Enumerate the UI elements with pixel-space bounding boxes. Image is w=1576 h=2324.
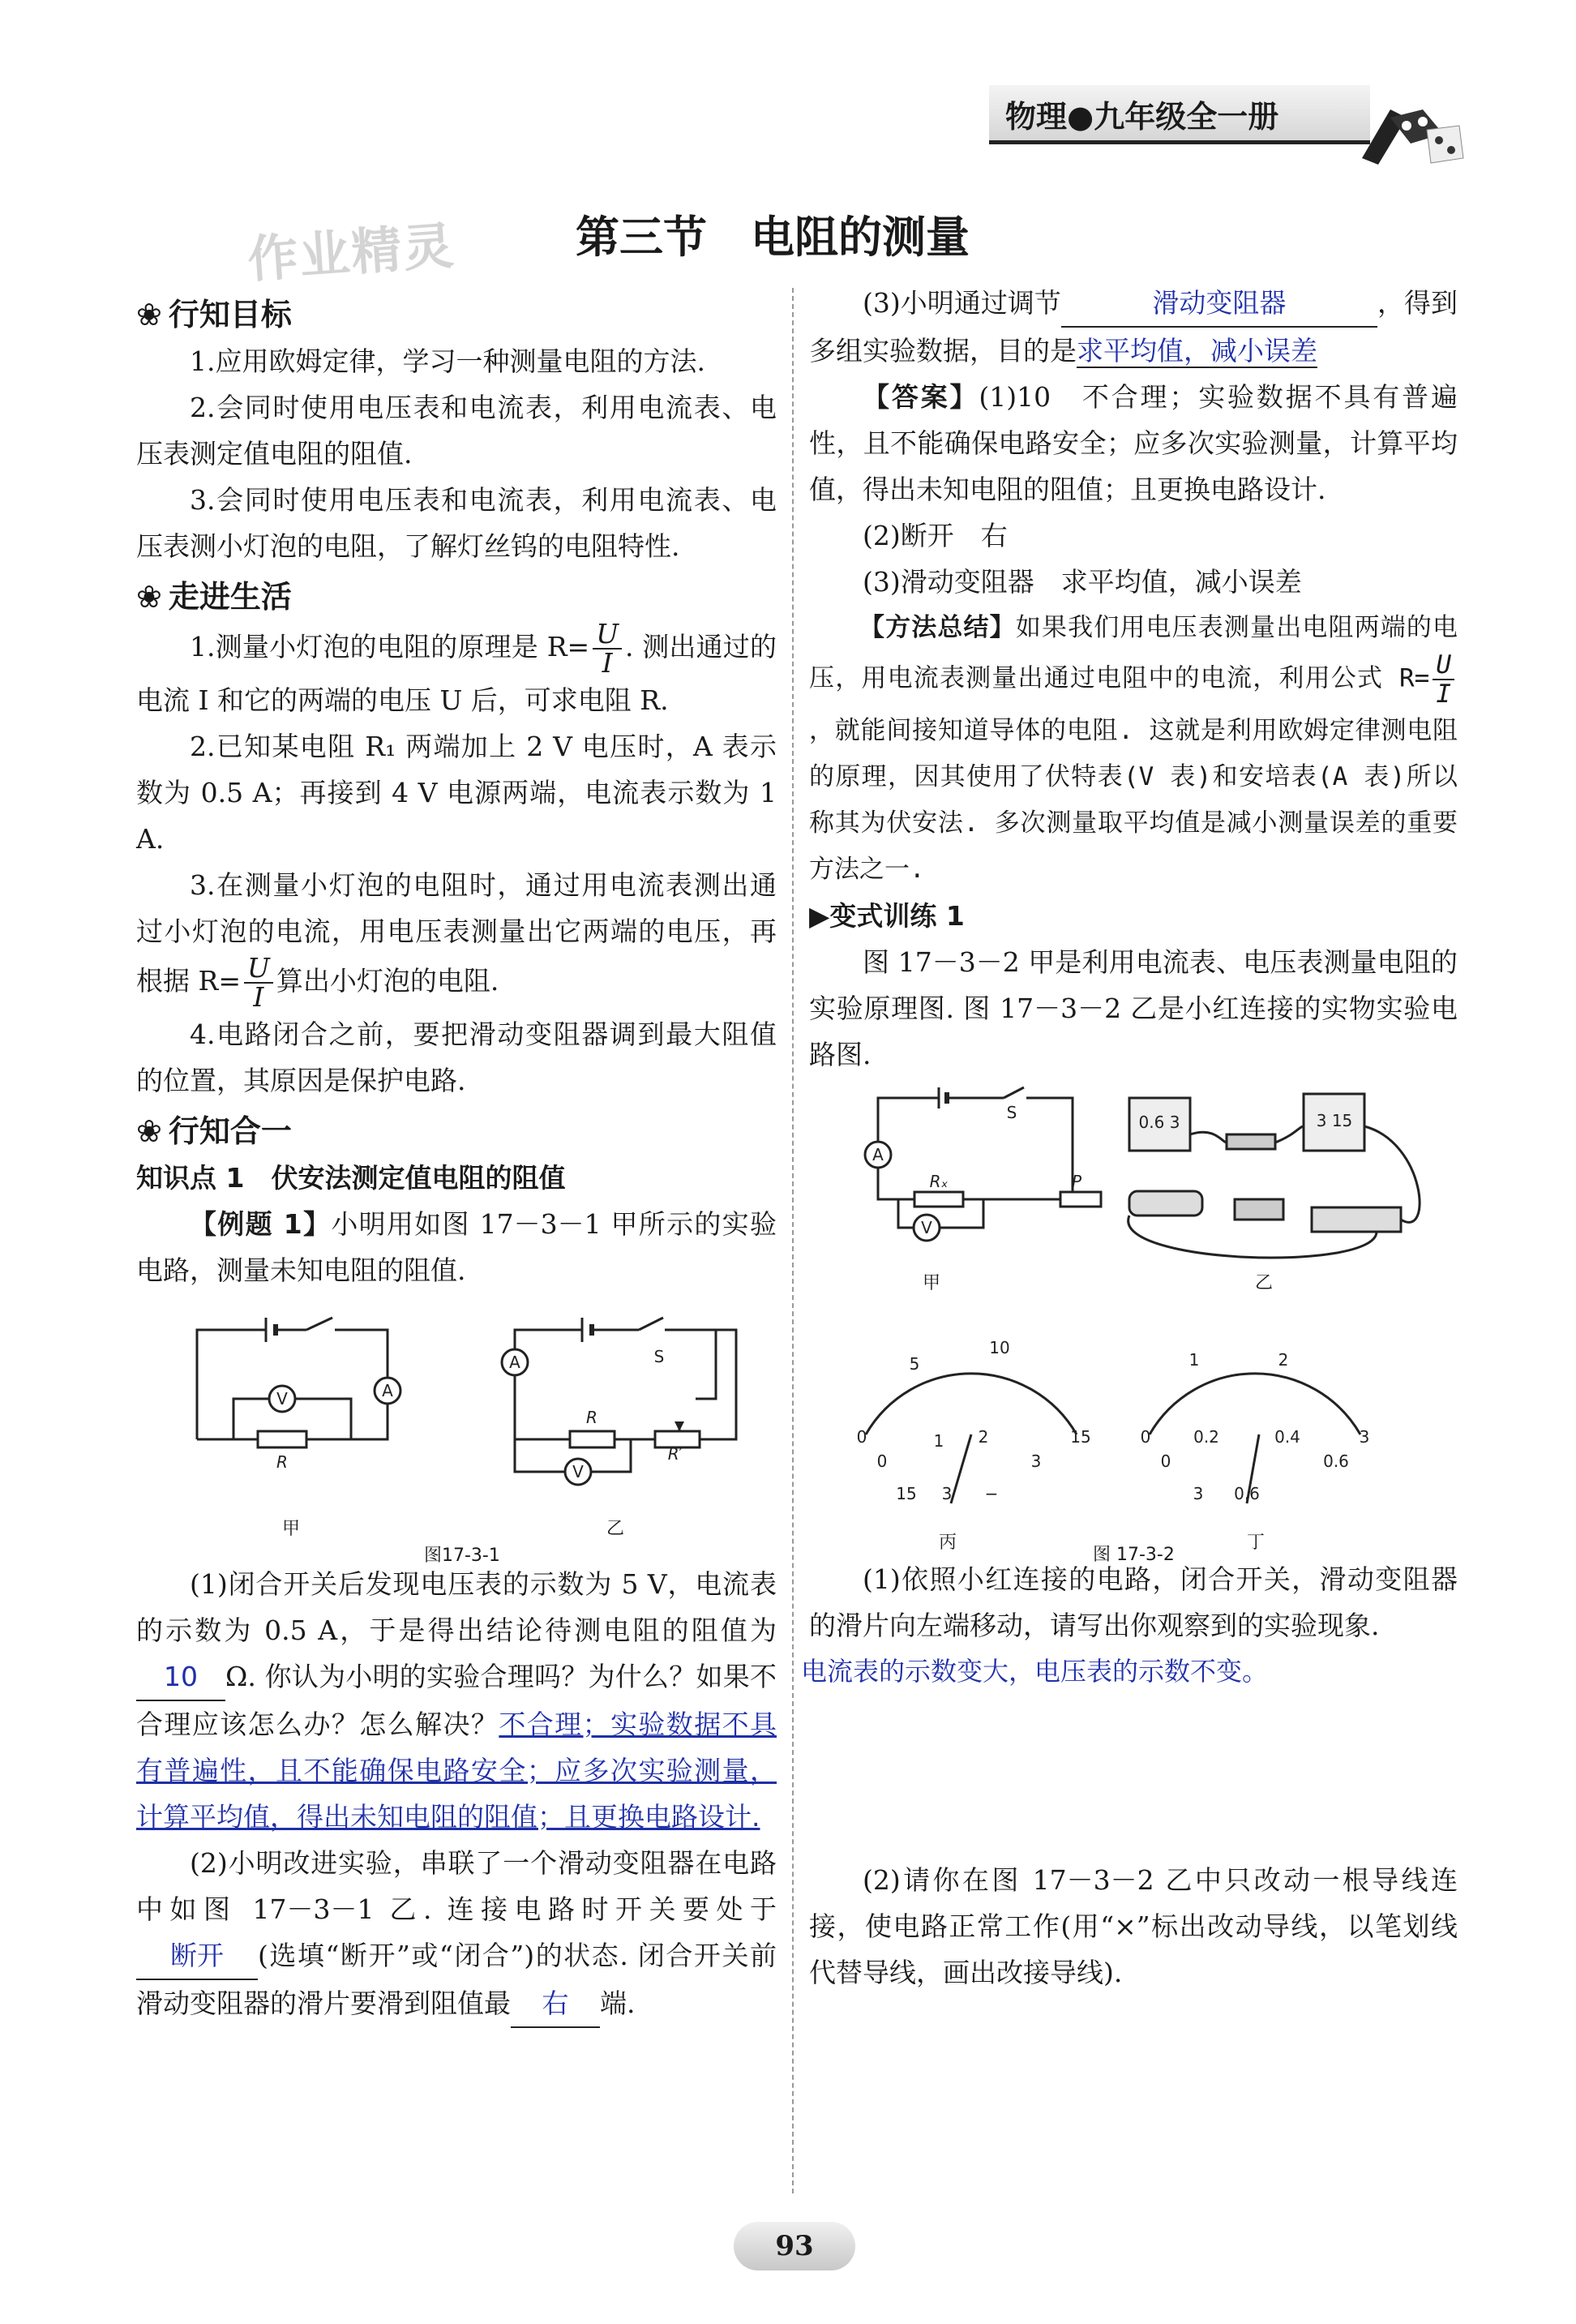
answer-blank-4[interactable]: 滑动变阻器	[1061, 280, 1377, 328]
answer-blank-3[interactable]: 右	[511, 1980, 600, 2028]
svg-text:0.2: 0.2	[1193, 1427, 1219, 1447]
svg-text:A: A	[872, 1145, 884, 1164]
right-column	[801, 280, 1458, 1996]
answer-1-text: 不合理；实验数据不具有普遍性，且不能确保电路安全；应多次实验测量，计算平均值，得出未知电阻的阻值；且更换电路设计.	[136, 1709, 777, 1833]
svg-text:A: A	[509, 1353, 520, 1372]
svg-text:S: S	[1006, 1103, 1017, 1122]
svg-text:S: S	[653, 1347, 665, 1366]
page-title: 第三节 电阻的测量	[576, 212, 970, 263]
svg-text:0: 0	[1140, 1427, 1151, 1447]
part-2-question: (2)请你在图 17－3－2 乙中只改动一根导线连接，使电路正常工作(用“×”标出改动导线，以笔划线代替导线，画出改接导线).	[809, 1864, 1458, 1988]
page-number: 93	[734, 2222, 855, 2270]
svg-text:A: A	[382, 1381, 393, 1400]
dot-icon: ●	[1067, 99, 1094, 135]
goal-2: 2.会同时使用电压表和电流表，利用电流表、电压表测定值电阻的阻值.	[136, 392, 777, 470]
watermark: 作业精灵	[246, 216, 457, 289]
svg-text:3 15: 3 15	[1316, 1111, 1353, 1130]
life-4: 4.电路闭合之前，要把滑动变阻器调到最大阻值的位置，其原因是保护电路.	[136, 1018, 777, 1096]
svg-text:0: 0	[876, 1451, 888, 1471]
section-goals: ❀ 行知目标	[136, 292, 777, 338]
fig2-caption: 图 17-3-2	[1093, 1545, 1175, 1565]
svg-text:R: R	[586, 1408, 597, 1427]
svg-text:P: P	[1071, 1172, 1082, 1191]
question-1: (1)闭合开关后发现电压表的示数为 5 V，电流表的示数为 0.5 A，于是得出结论待测电阻的阻值为10 Ω. 你认为小明的实验合理吗？为什么？如果不合理应该怎么办？怎么解决？不合理；实验数据不具有普遍性，且不能确保电路安全；应多次实验测量，计算平均值，得出未知电阻的阻值；且更换电路设计.	[136, 1568, 777, 1833]
svg-text:3: 3	[1193, 1484, 1204, 1503]
method-summary: 【方法总结】如果我们用电压表测量出电阻两端的电压，用电流表测量出通过电阻中的电流，利用公式 R= $\frac{U}{I}$ ，就能间接知道导体的电阻. 这就是利用欧姆定律测电阻的原理，因其使用了伏特表(V 表)和安培表(A 表)所以称其为伏安法. 多次测量取平均值是减小测量误差的重要方法之一.	[809, 613, 1458, 884]
svg-text:0.6 3: 0.6 3	[1138, 1113, 1180, 1132]
answer-blank-5[interactable]: 求平均值，减小误差	[1077, 335, 1317, 367]
life-1: 1.测量小灯泡的电阻的原理是 R= $\frac{U}{I}$ . 测出通过的电流 I 和它的两端的电压 U 后，可求电阻 R.	[136, 618, 777, 716]
svg-text:−: −	[984, 1484, 999, 1503]
goal-3: 3.会同时使用电压表和电流表，利用电流表、电压表测小灯泡的电阻，了解灯丝钨的电阻特性.	[136, 484, 777, 562]
svg-text:1: 1	[1188, 1350, 1200, 1370]
answer-block-1: 【答案】(1)10 不合理；实验数据不具有普遍性，且不能确保电路安全；应多次实验测量，计算平均值，得出未知电阻的阻值；且更换电路设计.	[809, 381, 1458, 505]
question-3: (3)小明通过调节 滑动变阻器 ，得到多组实验数据，目的是求平均值，减小误差	[809, 280, 1458, 374]
svg-text:2: 2	[1278, 1350, 1289, 1370]
figure-17-3-1	[136, 1293, 777, 1566]
svg-text:0.6: 0.6	[1234, 1484, 1260, 1503]
svg-text:Rₓ: Rₓ	[929, 1172, 949, 1191]
fig2-label-yi: 乙	[1255, 1273, 1274, 1293]
svg-text:0: 0	[1160, 1451, 1171, 1471]
fraction-u-over-i: $\frac{U}{I}$	[593, 620, 622, 677]
fig2-label-bing: 丙	[939, 1533, 957, 1553]
svg-text:3: 3	[941, 1484, 953, 1503]
dice-icon	[1346, 93, 1467, 166]
header-text: 物理●九年级全一册	[1005, 99, 1279, 135]
svg-text:0.6: 0.6	[1323, 1451, 1349, 1471]
flower-icon: ❀	[136, 297, 162, 332]
fraction-u-over-i: $\frac{U}{I}$	[1433, 651, 1454, 708]
svg-text:5: 5	[909, 1354, 920, 1374]
life-2: 2.已知某电阻 R₁ 两端加上 2 V 电压时，A 表示数为 0.5 A；再接到 4 V 电源两端，电流表示数为 1 A.	[136, 731, 777, 855]
figure-17-3-2	[809, 1078, 1458, 1565]
flower-icon: ❀	[136, 1113, 162, 1149]
drill-text: 图 17－3－2 甲是利用电流表、电压表测量电阻的实验原理图. 图 17－3－2 乙是小红连接的实物实验电路图.	[809, 946, 1458, 1070]
svg-text:3: 3	[1359, 1427, 1370, 1447]
svg-text:R′: R′	[667, 1444, 683, 1464]
life-3: 3.在测量小灯泡的电阻时，通过用电流表测出通过小灯泡的电流，用电压表测量出它两端的电压，再根据 R= $\frac{U}{I}$ 算出小灯泡的电阻.	[136, 869, 777, 1013]
answer-block-2: (2)断开 右	[863, 520, 1008, 551]
question-2: (2)小明改进实验，串联了一个滑动变阻器在电路中如图 17－3－1 乙. 连接电路时开关要处于断开 (选填“断开”或“闭合”)的状态. 闭合开关前滑动变阻器的滑片要滑到阻值最 右 端.	[136, 1840, 777, 2028]
svg-text:R: R	[276, 1452, 288, 1472]
column-divider	[792, 288, 794, 2193]
fig1-label-yi: 乙	[606, 1519, 625, 1539]
fig2-label-jia: 甲	[923, 1273, 941, 1293]
answer-blank-1[interactable]: 10	[136, 1653, 225, 1701]
svg-text:V: V	[921, 1218, 932, 1237]
svg-text:3: 3	[1030, 1451, 1042, 1471]
page-header	[973, 85, 1475, 158]
svg-text:0.4: 0.4	[1274, 1427, 1300, 1447]
answer-blank-2[interactable]: 断开	[136, 1932, 258, 1980]
fraction-u-over-i: $\frac{U}{I}$	[244, 954, 273, 1011]
example-1: 【例题 1】小明用如图 17－3－1 甲所示的实验电路，测量未知电阻的阻值.	[136, 1208, 777, 1286]
svg-text:10: 10	[989, 1338, 1010, 1357]
svg-text:V: V	[572, 1462, 584, 1481]
answer-block-3: (3)滑动变阻器 求平均值，减小误差	[863, 566, 1302, 598]
fig1-caption: 图17-3-1	[424, 1546, 500, 1566]
fig1-label-jia: 甲	[282, 1519, 301, 1539]
svg-text:1: 1	[933, 1431, 944, 1451]
fig2-label-ding: 丁	[1247, 1533, 1266, 1553]
answer-space	[809, 1695, 1458, 1857]
goal-1: 1.应用欧姆定律，学习一种测量电阻的方法.	[190, 345, 705, 377]
svg-text:15: 15	[1070, 1427, 1091, 1447]
svg-text:15: 15	[896, 1484, 917, 1503]
left-column	[136, 292, 777, 2028]
svg-text:0: 0	[856, 1427, 867, 1447]
section-practice: ❀ 行知合一	[136, 1108, 777, 1155]
svg-text:V: V	[276, 1389, 288, 1409]
flower-icon: ❀	[136, 579, 162, 615]
part-1-question: (1)依照小红连接的电路，闭合开关，滑动变阻器的滑片向左端移动，请写出你观察到的实验现象.	[809, 1563, 1458, 1641]
knowledge-point-1: 知识点 1 伏安法测定值电阻的阻值	[136, 1162, 566, 1194]
circuit-jia	[136, 1293, 777, 1561]
drill-heading: ▶变式训练 1	[809, 900, 965, 932]
part-1-answer: 电流表的示数变大，电压表的示数不变。	[801, 1656, 1269, 1687]
section-life: ❀ 走进生活	[136, 574, 777, 620]
circuit-diagrams	[809, 1078, 1458, 1556]
svg-text:2: 2	[978, 1427, 989, 1447]
